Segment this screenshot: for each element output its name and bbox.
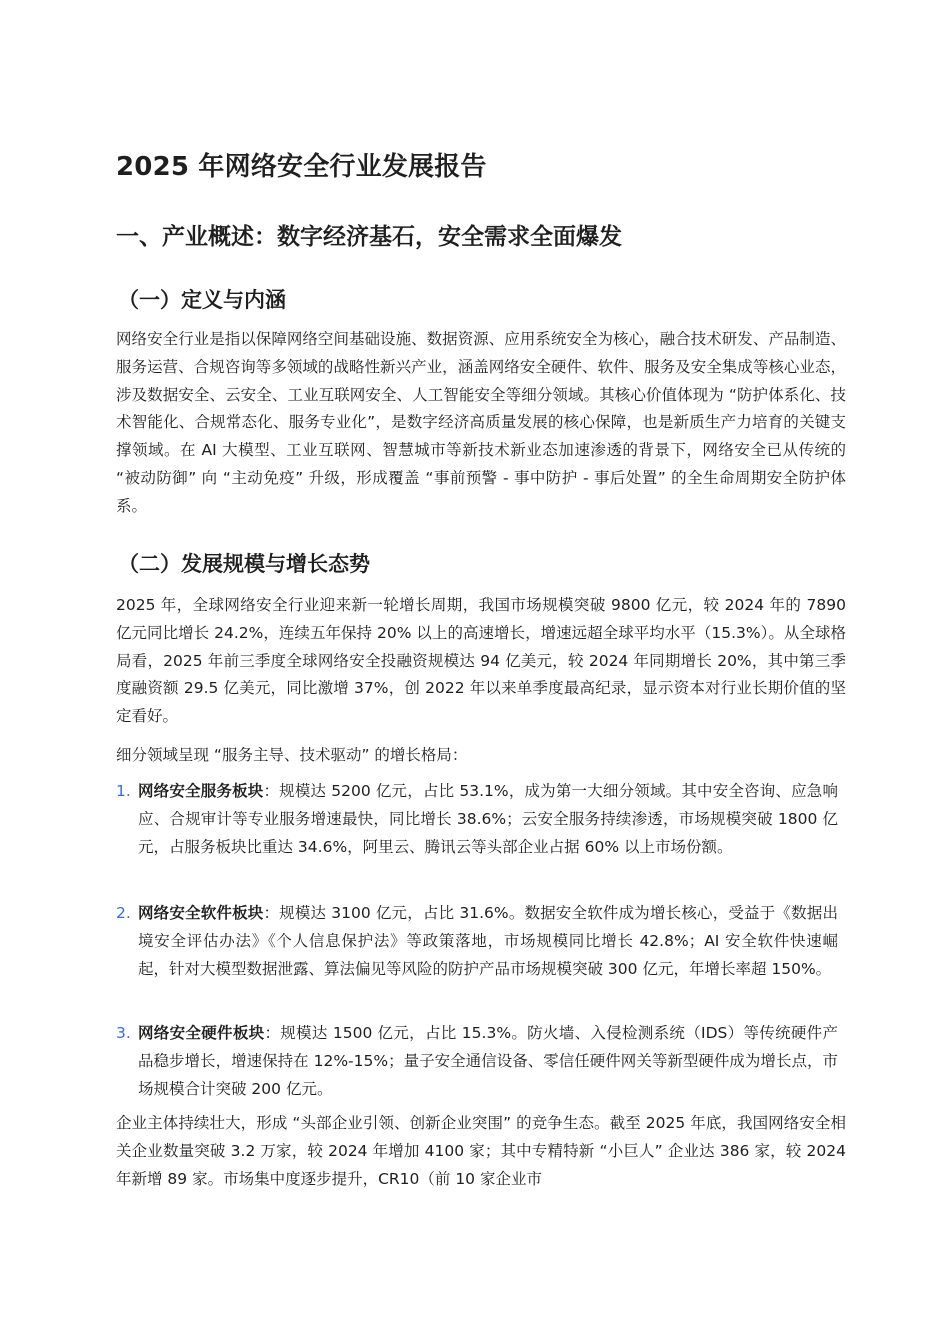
list-body bbox=[138, 778, 838, 861]
subsection-heading-scale: （二）发展规模与增长态势 bbox=[118, 552, 370, 576]
list-text: ：规模达 3100 亿元，占比 31.6%。数据安全软件成为增长核心，受益于《数据出境安全评估办法》《个人信息保护法》等政策落地，市场规模同比增长 42.8%；AI 安全软件快速崛起，针对大模型数据泄露、算法偏见等风险的防护产品市场规模突破 300 亿元，年增长率超 150%。 bbox=[138, 904, 838, 978]
list-lead: 网络安全服务板块 bbox=[138, 782, 264, 800]
list-number: 3. bbox=[116, 1024, 131, 1042]
enterprise-paragraph: 企业主体持续壮大，形成 “头部企业引领、创新企业突围” 的竞争生态。截至 2025 年底，我国网络安全相关企业数量突破 3.2 万家，较 2024 年增加 4100 家；其中专精特新 “小巨人” 企业达 386 家，较 2024 年新增 89 家。市场集中度逐步提升，CR10（前 10 家企业市 bbox=[116, 1114, 846, 1188]
list-lead: 网络安全软件板块 bbox=[138, 904, 264, 922]
list-lead: 网络安全硬件板块 bbox=[138, 1024, 265, 1042]
list-number: 2. bbox=[116, 904, 131, 922]
document-title: 2025 年网络安全行业发展报告 bbox=[116, 152, 487, 182]
segment-intro-paragraph: 细分领域呈现 “服务主导、技术驱动” 的增长格局： bbox=[116, 746, 468, 764]
section-heading-overview: 一、产业概述：数字经济基石，安全需求全面爆发 bbox=[116, 224, 622, 250]
definition-paragraph: 网络安全行业是指以保障网络空间基础设施、数据资源、应用系统安全为核心，融合技术研发、产品制造、服务运营、合规咨询等多领域的战略性新兴产业，涵盖网络安全硬件、软件、服务及安全集成等核心业态，涉及数据安全、云安全、工业互联网安全、人工智能安全等细分领域。其核心价值体现为 “防护体系化、技术智能化、合规常态化、服务专业化”，是数字经济高质量发展的核心保障，也是新质生产力培育的关键支撑领域。在 AI 大模型、工业互联网、智慧城市等新技术新业态加速渗透的背景下，网络安全已从传统的 “被动防御” 向 “主动免疫” 升级，形成覆盖 “事前预警 - 事中防护 - 事后处置” 的全生命周期安全防护体系。 bbox=[116, 330, 846, 515]
list-body bbox=[138, 1020, 838, 1103]
list-body bbox=[138, 900, 838, 983]
list-number: 1. bbox=[116, 782, 131, 800]
subsection-heading-definition: （一）定义与内涵 bbox=[118, 288, 286, 312]
list-text: ：规模达 5200 亿元，占比 53.1%，成为第一大细分领域。其中安全咨询、应急响应、合规审计等专业服务增速最快，同比增长 38.6%；云安全服务持续渗透，市场规模突破 1800 亿元，占服务板块比重达 34.6%，阿里云、腾讯云等头部企业占据 60% 以上市场份额。 bbox=[138, 782, 838, 856]
list-text: ：规模达 1500 亿元，占比 15.3%。防火墙、入侵检测系统（IDS）等传统硬件产品稳步增长，增速保持在 12%-15%；量子安全通信设备、零信任硬件网关等新型硬件成为增长点，市场规模合计突破 200 亿元。 bbox=[138, 1024, 838, 1098]
scale-paragraph: 2025 年，全球网络安全行业迎来新一轮增长周期，我国市场规模突破 9800 亿元，较 2024 年的 7890 亿元同比增长 24.2%，连续五年保持 20% 以上的高速增长，增速远超全球平均水平（15.3%）。从全球格局看，2025 年前三季度全球网络安全投融资规模达 94 亿美元，较 2024 年同期增长 20%，其中第三季度融资额 29.5 亿美元，同比激增 37%，创 2022 年以来单季度最高纪录，显示资本对行业长期价值的坚定看好。 bbox=[116, 596, 846, 726]
